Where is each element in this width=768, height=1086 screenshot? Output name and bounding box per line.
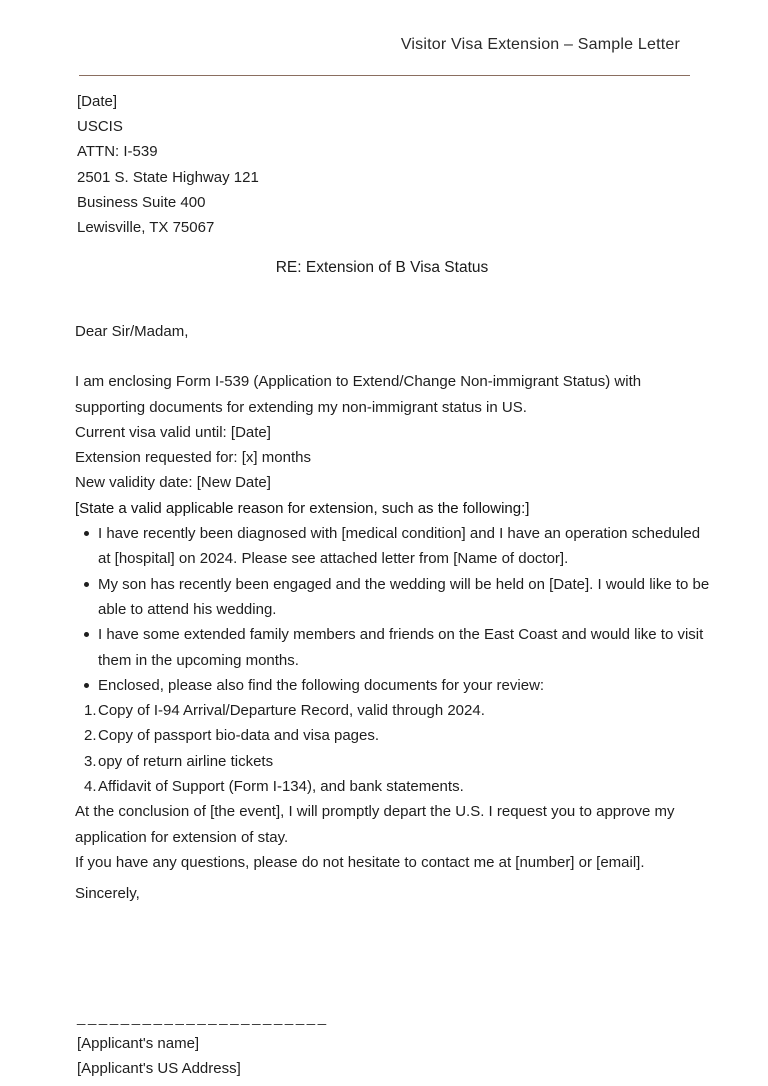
list-item (75, 698, 715, 723)
document-text: Copy of I-94 Arrival/Departure Record, valid through 2024. (98, 702, 485, 720)
reasons-list (75, 521, 715, 698)
document-text: opy of return airline tickets (98, 752, 274, 770)
applicant-block (77, 1031, 241, 1082)
list-number: 2. (84, 727, 97, 745)
list-number: 4. (84, 778, 97, 796)
address-line-city: Lewisville, TX 75067 (77, 219, 215, 237)
address-line-agency: USCIS (77, 118, 123, 136)
salutation: Dear Sir/Madam, (75, 323, 189, 340)
recipient-address (77, 89, 259, 240)
header-divider (79, 75, 690, 76)
conclusion-paragraph: At the conclusion of [the event], I will promptly depart the U.S. I request you to approve my application for extension of stay. (75, 803, 675, 846)
subject-line: RE: Extension of B Visa Status (275, 259, 489, 276)
list-item: Enclosed, please also find the following documents for your review: (75, 673, 710, 698)
current-visa-line: Current visa valid until: [Date] (75, 423, 271, 441)
applicant-name: [Applicant's name] (77, 1035, 200, 1052)
extension-requested-line: Extension requested for: [x] months (75, 449, 311, 467)
list-number: 1. (84, 702, 97, 720)
contact-paragraph: If you have any questions, please do not hesitate to contact me at [number] or [email]. (75, 853, 645, 871)
list-item: My son has recently been engaged and the wedding will be held on [Date]. I would like to be able to attend his wedding. (75, 572, 710, 623)
list-item: I have some extended family members and friends on the East Coast and would like to visit them in the upcoming months. (75, 622, 710, 673)
signature-line: _______________________ (77, 1009, 329, 1026)
address-line-attn: ATTN: I-539 (77, 143, 158, 161)
document-title: Visitor Visa Extension – Sample Letter (400, 36, 680, 53)
document-text: Copy of passport bio-data and visa pages. (98, 727, 380, 745)
reason-prompt: [State a valid applicable reason for extension, such as the following:] (75, 499, 530, 517)
intro-paragraph: I am enclosing Form I-539 (Application to Extend/Change Non-immigrant Status) with supporting documents for extending my non-immigrant status in US. (75, 373, 642, 416)
list-item: I have recently been diagnosed with [medical condition] and I have an operation scheduled at [hospital] on 2024. Please see attached letter from [Name of doctor]. (75, 521, 710, 572)
documents-list (75, 698, 715, 799)
applicant-address: [Applicant's US Address] (77, 1060, 241, 1078)
list-item (75, 749, 715, 774)
address-line-date: [Date] (77, 93, 118, 110)
new-validity-line: New validity date: [New Date] (75, 474, 271, 492)
document-text: Affidavit of Support (Form I-134), and bank statements. (98, 778, 464, 796)
address-line-street: 2501 S. State Highway 121 (77, 168, 259, 186)
list-item (75, 774, 715, 799)
list-number: 3. (84, 752, 97, 770)
address-line-suite: Business Suite 400 (77, 193, 206, 211)
list-item (75, 723, 715, 748)
letter-body (75, 319, 715, 907)
closing: Sincerely, (75, 885, 140, 903)
